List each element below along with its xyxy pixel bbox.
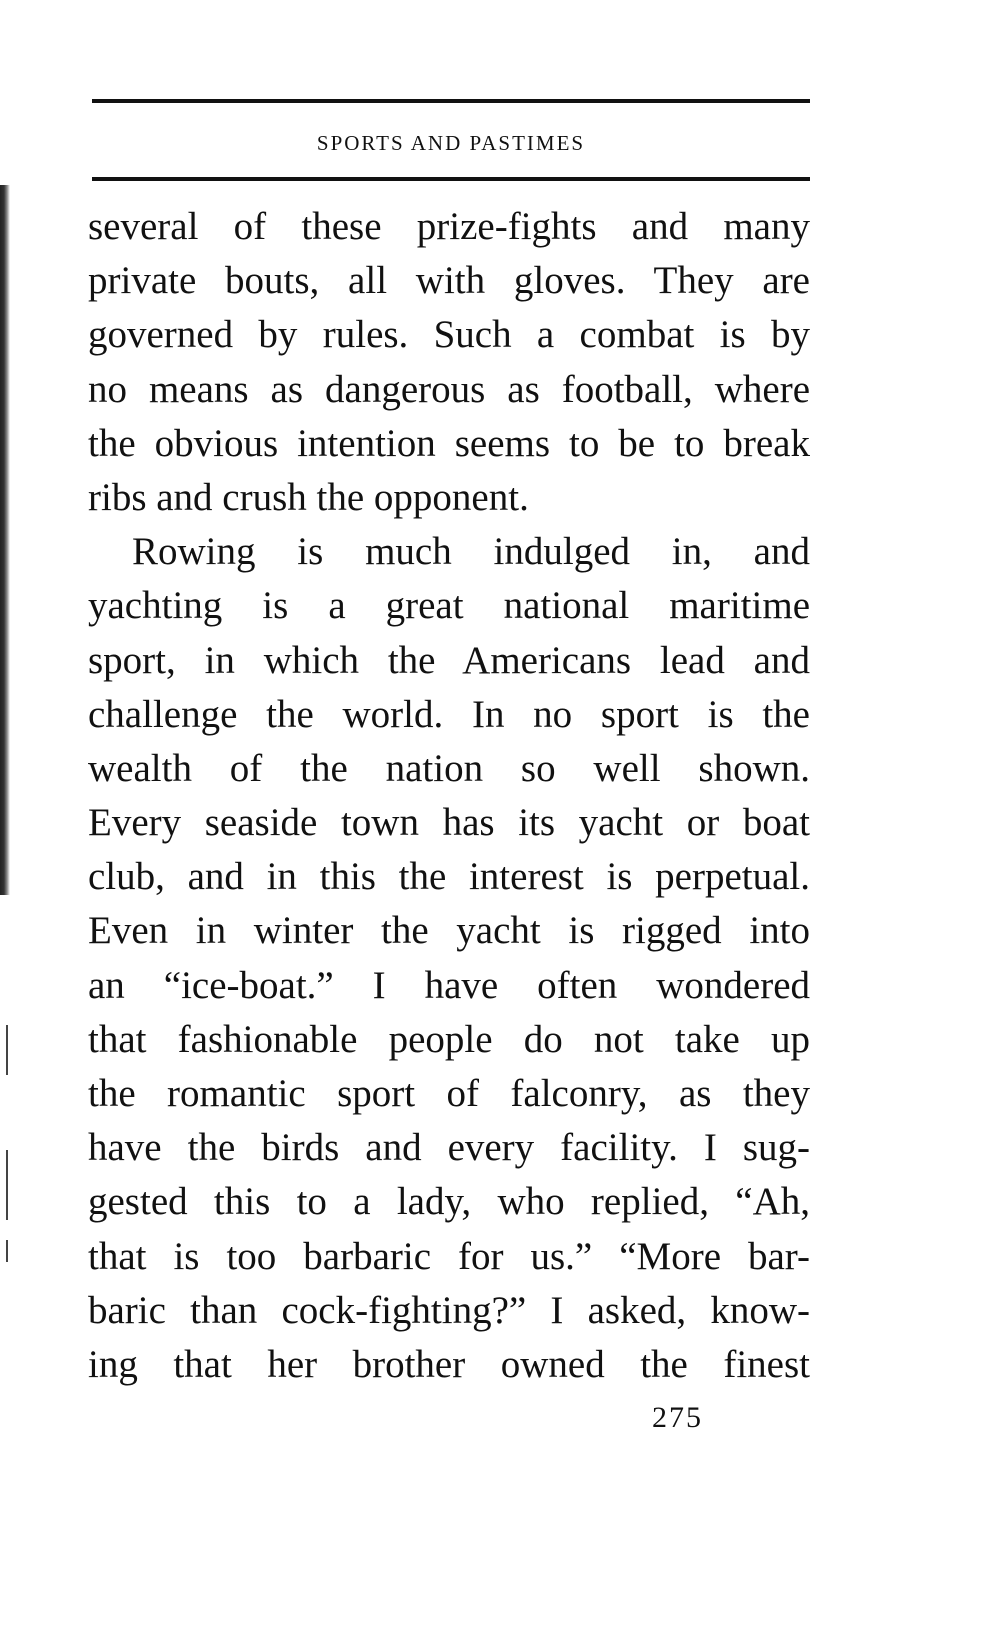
text-line: gested this to a lady, who replied, “Ah, [88,1180,810,1224]
binding-shadow [0,185,10,895]
header-rule-top [92,99,810,103]
text-line: the romantic sport of falconry, as they [88,1072,810,1115]
text-line: private bouts, all with gloves. They are [88,259,810,303]
text-line: ing that her brother owned the finest [88,1342,810,1386]
running-title: SPORTS AND PASTIMES [316,131,586,155]
text-line: governed by rules. Such a combat is by [88,313,810,357]
binding-mark [6,1240,8,1262]
text-line: Every seaside town has its yacht or boat [88,801,810,845]
paragraph-start-line: Rowing is much indulged in, and [132,530,810,574]
text-line: the obvious intention seems to be to break [88,421,810,465]
text-line: an “ice-boat.” I have often wondered [88,963,810,1007]
text-line: several of these prize-fights and many [88,205,810,248]
text-line: club, and in this the interest is perpetual. [88,855,810,899]
paragraph-end-line: ribs and crush the opponent. [88,475,529,519]
text-line: challenge the world. In no sport is the [88,692,810,736]
binding-mark [6,1025,8,1075]
page-number: 275 [652,1401,703,1434]
text-line: that fashionable people do not take up [88,1017,810,1061]
binding-mark [6,1150,8,1220]
text-line: baric than cock-fighting?” I asked, know- [88,1288,810,1332]
text-line: sport, in which the Americans lead and [88,638,810,682]
text-line: no means as dangerous as football, where [88,367,810,411]
body-text [88,200,810,1392]
text-line: that is too barbaric for us.” “More bar- [88,1234,810,1278]
text-line: have the birds and every facility. I sug- [88,1126,810,1170]
text-line: Even in winter the yacht is rigged into [88,909,810,953]
text-line: yachting is a great national maritime [88,584,810,628]
text-line: wealth of the nation so well shown. [88,746,810,790]
header-rule-bottom [92,177,810,181]
